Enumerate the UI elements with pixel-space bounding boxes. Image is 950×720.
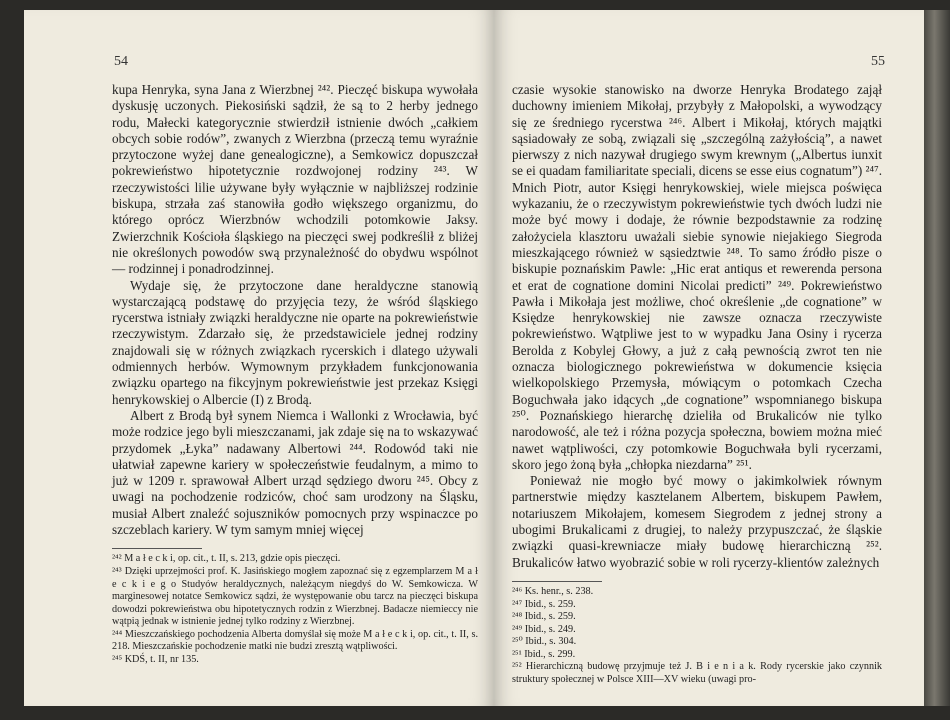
- right-footnotes: [512, 586, 882, 687]
- book-page-edge: [924, 10, 950, 706]
- left-paragraph-2: Wydaje się, że przytoczone dane heraldyczne stanowią wystarczającą podstawę do przyjęcia tezy, że wśród śląskiego rycerstwa istniały związki heraldyczne nie oparte na pokrewieństwie rzeczywistym. Zdarzało się, że przedstawiciele jednej rodziny znajdowali się w różnych związkach rycerskich i dlatego używali odmiennych herbów. Wymownym przykładem funkcjonowania związku opartego na fikcyjnym pokrewieństwie jest przekaz Księgi henrykowskiej o Albercie (I) z Brodą.: [112, 277, 478, 407]
- footnote-244: ²⁴⁴ Mieszczańskiego pochodzenia Alberta domyślał się może M a ł e c k i, op. cit., t. II, s. 218. Mieszczańskie pochodzenie matki nie budzi zresztą wątpliwości.: [112, 628, 478, 653]
- footnote-246: ²⁴⁶ Ks. henr., s. 238.: [512, 585, 594, 597]
- footnote-243: ²⁴³ Dzięki uprzejmości prof. K. Jasińskiego mogłem zapoznać się z egzemplarzem M a ł e c k i e g o Studyów heraldycznych, należącym niegdyś do W. Semkowicza. W marginesowej notatce Semkowicz sądzi, że występowanie obu tarcz na pieczęci biskupa dowodzi pokrewieństwa obu hipotetycznych rodzin z Wierzbnej. Badacze niemieccy nie wątpią jednak w istnienie jednej tylko rodziny z Wierzbnej.: [112, 565, 478, 628]
- footnote-247: ²⁴⁷ Ibid., s. 259.: [512, 598, 576, 610]
- footnote-251: ²⁵¹ Ibid., s. 299.: [512, 648, 576, 660]
- left-page-number: 54: [114, 54, 128, 69]
- left-page: [24, 10, 494, 706]
- left-footnote-rule: [112, 548, 202, 549]
- footnote-249: ²⁴⁹ Ibid., s. 249.: [512, 623, 576, 635]
- footnote-245: ²⁴⁵ KDŚ, t. II, nr 135.: [112, 654, 199, 666]
- left-text-column: [112, 82, 478, 667]
- left-footnotes: [112, 553, 478, 666]
- right-page-number: 55: [871, 54, 885, 69]
- footnote-250: ²⁵⁰ Ibid., s. 304.: [512, 636, 577, 648]
- footnote-242: ²⁴² M a ł e c k i, op. cit., t. II, s. 213, gdzie opis pieczęci.: [112, 553, 341, 565]
- right-footnote-rule: [512, 581, 602, 582]
- right-text-column: [512, 82, 882, 687]
- right-paragraph-1: czasie wysokie stanowisko na dworze Henryka Brodatego zajął duchowny imieniem Mikołaj, przybyły z Małopolski, a wywodzący się ze średniego rycerstwa ²⁴⁶. Albert i Mikołaj, których majątki sąsiadowały ze sobą, związali się „szczególną zażyłością”, a nawet pierwszy z nich nazywał drugiego swym krewnym („Albertus iunxit se ei quadam familiaritate speciali, dicens se esse eius cognatum”) ²⁴⁷. Mnich Piotr, autor Księgi henrykowskiej, wiele miejsca poświęca wykazaniu, że o rzeczywistym pokrewieństwie tych dwóch ludzi nie może być mowy i dodaje, że równie bezpodstawnie za rodzinę założyciela klasztoru uważali siebie synowie niejakiego Siegroda mieszkającego również w sąsiedztwie ²⁴⁸. To samo źródło pisze o biskupie poznańskim Pawle: „Hic erat antiqus et rewerenda persona et erat de cognatione domini Nicolai predicti” ²⁴⁹. Pokrewieństwo Pawła i Mikołaja jest możliwe, choć określenie „de cognatione” w Księdze henrykowskiej nie zawsze oznacza rzeczywiste pokrewieństwo. Wątpliwe jest to w wypadku Jana Osiny i rycerza Berolda z Kobylej Głowy, a już z całą pewnością zwrot ten nie oznacza biologicznego pokrewieństwa w dokumencie księcia wielkopolskiego Przemysła, mówiącym o potomkach Czecha Boguchwała jako idących „de cognatione” wspomnianego biskupa ²⁵⁰. Poznańskiego hierarchę dzieliła od Brukaliców nie tylko narodowość, ale też i różna pozycja społeczna, bowiem można mieć nawet wątpliwości, czy potomkowie Boguchwała byli rycerzami, skoro jego żoną była „chłopka niezdarna” ²⁵¹.: [512, 82, 882, 472]
- footnote-248: ²⁴⁸ Ibid., s. 259.: [512, 611, 576, 623]
- footnote-252: ²⁵² Hierarchiczną budowę przyjmuje też J. B i e n i a k. Rody rycerskie jako czynnik struktury społecznej w Polsce XIII—XV wieku (uwagi pro-: [512, 661, 882, 686]
- left-paragraph-1: kupa Henryka, syna Jana z Wierzbnej ²⁴². Pieczęć biskupa wywołała dyskusję uczonych. Piekosiński sądził, że są to 2 herby jednego rodu, Małecki kategorycznie stwierdził istnienie dwóch „całkiem obcych sobie rodów”, zwanych z Wierzbna (przeczą temu wyraźnie przytoczone wyżej dane genealogiczne), a Semkowicz dopuszczał pokrewieństwo hipotetycznie rozdwojonej rodziny ²⁴³. W rzeczywistości lilie używane były wyłącznie w najbliższej rodzinie biskupa, strzała zaś stanowiła godło większego organizmu, do którego oprócz Wierzbnów wchodzili potomkowie Jaksy. Zwierzchnik Kościoła śląskiego na pieczęci swej podkreślił z bliżej nie określonych powodów swą przynależność do obydwu wspólnot — rodzinnej i ponadrodzinnej.: [112, 82, 478, 277]
- right-paragraph-2: Ponieważ nie mogło być mowy o jakimkolwiek równym partnerstwie między kasztelanem Albertem, biskupem Pawłem, notariuszem Mikołajem, komesem Siegrodem z jednej strony a ubogimi Brukalicami z drugiej, to należy przypuszczać, że śląskie związki quasi-krewniacze miały budowę hierarchiczną ²⁵². Brukaliców łatwo wyobrazić sobie w roli rycerzy-klientów zależnych: [512, 473, 882, 570]
- left-paragraph-3: Albert z Brodą był synem Niemca i Wallonki z Wrocławia, być może rodzice jego byli mieszczanami, jak zdaje się na to wskazywać przydomek „Łyka” nadawany Albertowi ²⁴⁴. Rodowód taki nie ułatwiał zapewne kariery w społeczeństwie feudalnym, a mimo to już w 1209 r. sprawował Albert urząd sędziego dworu ²⁴⁵. Obcy z uwagi na pochodzenie rodziców, choć sam urodzony na Śląsku, musiał Albert znaleźć sojuszników pomocnych przy wspinaczce po szczeblach kariery. W tym samym mniej więcej: [112, 407, 478, 538]
- right-page: [494, 10, 924, 706]
